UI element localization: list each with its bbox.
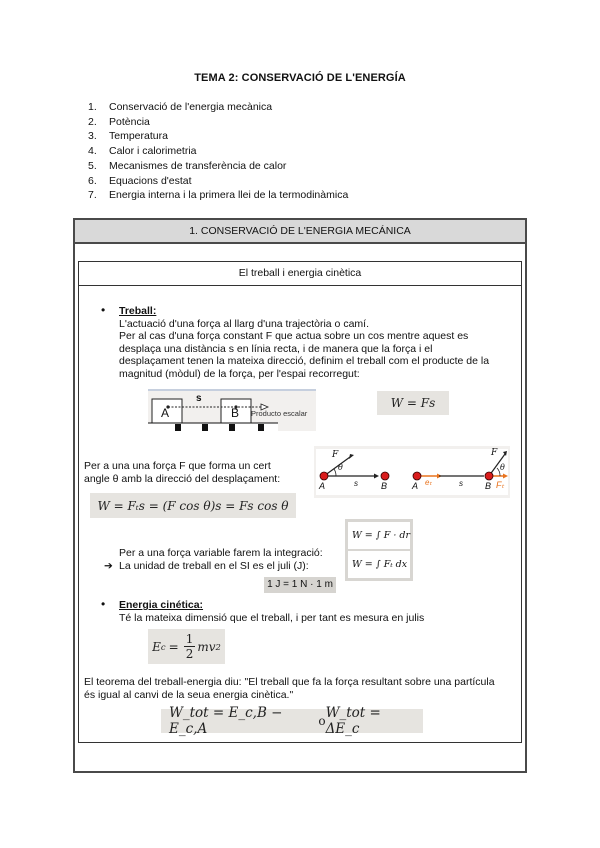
integral-text: W = ∫ F · dr [352,530,411,541]
section-heading: 1. CONSERVACIÓ DE L'ENERGIA MECÁNICA [73,218,527,244]
bullet-icon: • [101,597,106,611]
eq-sup: 2 [215,641,221,652]
tangential-force-label: Fₜ [496,480,505,490]
treball-text: Per al cas d'una força constant F que actua sobre un cos mentre aquest es [119,330,469,343]
toc-number: 1. [88,101,97,113]
subsection-heading: El treball i energia cinètica [78,261,522,286]
treball-text: desplaçament tenen la mateixa direcció, definim el treball com el producte de la [119,355,490,368]
si-unit-text: La unidad de treball en el SI es el juli (J): [119,560,309,572]
theorem-block [84,676,524,701]
variable-force-text: Per a una força variable farem la integració: [119,547,323,559]
work-energy-theorem-equation [161,705,423,737]
figure-caption: Producto escalar [251,409,308,418]
treball-block [119,305,519,381]
work-equation: W = Fs [377,391,449,415]
integral-text: W = ∫ Fₜ dx [352,559,408,570]
treball-text: L'actuació d'una força al llarg d'una trajectòria o camí. [119,317,369,330]
angle-text: angle θ amb la direcció del desplaçament: [84,472,281,485]
eq-sub: c [160,641,166,652]
treball-text: magnitud (mòdul) de la força, per l'espai recorregut: [119,367,360,380]
block-b-label: B [231,406,240,420]
toc-label: Potència [109,115,150,128]
denominator: 2 [185,647,194,661]
toc-label: Energia interna i la primera llei de la termodinàmica [109,189,349,202]
block-displacement-figure [148,389,316,431]
numerator: 1 [185,632,194,646]
joule-definition: 1 J = 1 N · 1 m [264,577,336,593]
angle-label: θ [500,463,505,472]
page-title: TEMA 2: CONSERVACIÓ DE L'ENERGÍA [194,72,406,84]
toc-item [88,144,348,159]
angle-text: Per a una una força F que forma un cert [84,460,271,472]
work-angle-equation: W = Fₜs = (F cos θ)s = Fs cos θ [90,493,296,518]
toc-item [88,129,348,144]
point-a-label: A [319,481,326,491]
toc-label: Conservació de l'energia mecànica [109,101,273,113]
eq-rhs: mv [197,639,216,654]
kinetic-energy-equation: E c = $\frac{1}{2}$ mv 2 [148,629,225,664]
integral-scalar-form [348,551,410,578]
angle-label: θ [338,463,343,472]
toc-number: 4. [88,145,97,158]
force-angle-figure [314,446,510,498]
toc-number: 6. [88,174,97,187]
point-a-label: A [412,481,419,491]
force-label: F [332,450,339,460]
point-b-label: B [381,481,388,491]
toc-item [88,159,348,174]
treball-heading: Treball: [119,305,157,317]
block-a-label: A [161,406,170,420]
distance-label: s [196,393,202,404]
point-b-label: B [485,481,492,491]
theorem-text: El teorema del treball-energia diu: "El treball que fa la força resultant sobre una partícula [84,676,495,688]
unit-vector-label: eₜ [425,478,432,487]
table-of-contents [88,100,348,203]
integral-vector-form [348,522,410,551]
equation-delta: W_tot = ΔE_c [325,705,381,737]
toc-item [88,174,348,189]
bullet-icon: • [101,303,106,317]
toc-label: Calor i calorimetria [109,145,197,158]
distance-label: s [354,479,358,488]
distance-label: s [459,479,463,488]
integral-equations [345,519,413,581]
angle-text-block [84,460,314,485]
equation-connector: o [318,714,326,728]
treball-text: desplaça una distància s en línia recta, i de manera que la força i el [119,342,433,355]
arrow-icon: ➔ [104,560,113,572]
kinetic-block [119,599,424,624]
toc-label: Temperatura [109,130,168,143]
toc-number: 5. [88,159,97,172]
fraction [184,632,196,661]
toc-label: Mecanismes de transferència de calor [109,159,287,172]
toc-number: 7. [88,189,97,202]
toc-item [88,188,348,203]
theorem-text: és igual al canvi de la seua energia cinètica." [84,688,294,701]
equation-difference: W_tot = E_c,B − E_c,A [169,705,283,737]
kinetic-heading: Energia cinética: [119,599,204,611]
toc-item [88,115,348,130]
force-label: F [491,448,498,458]
toc-number: 3. [88,130,97,143]
toc-number: 2. [88,115,97,128]
eq-lhs: E [152,639,161,654]
toc-item [88,100,348,115]
toc-label: Equacions d'estat [109,174,192,187]
kinetic-text: Té la mateixa dimensió que el treball, i per tant es mesura en julis [119,611,425,624]
